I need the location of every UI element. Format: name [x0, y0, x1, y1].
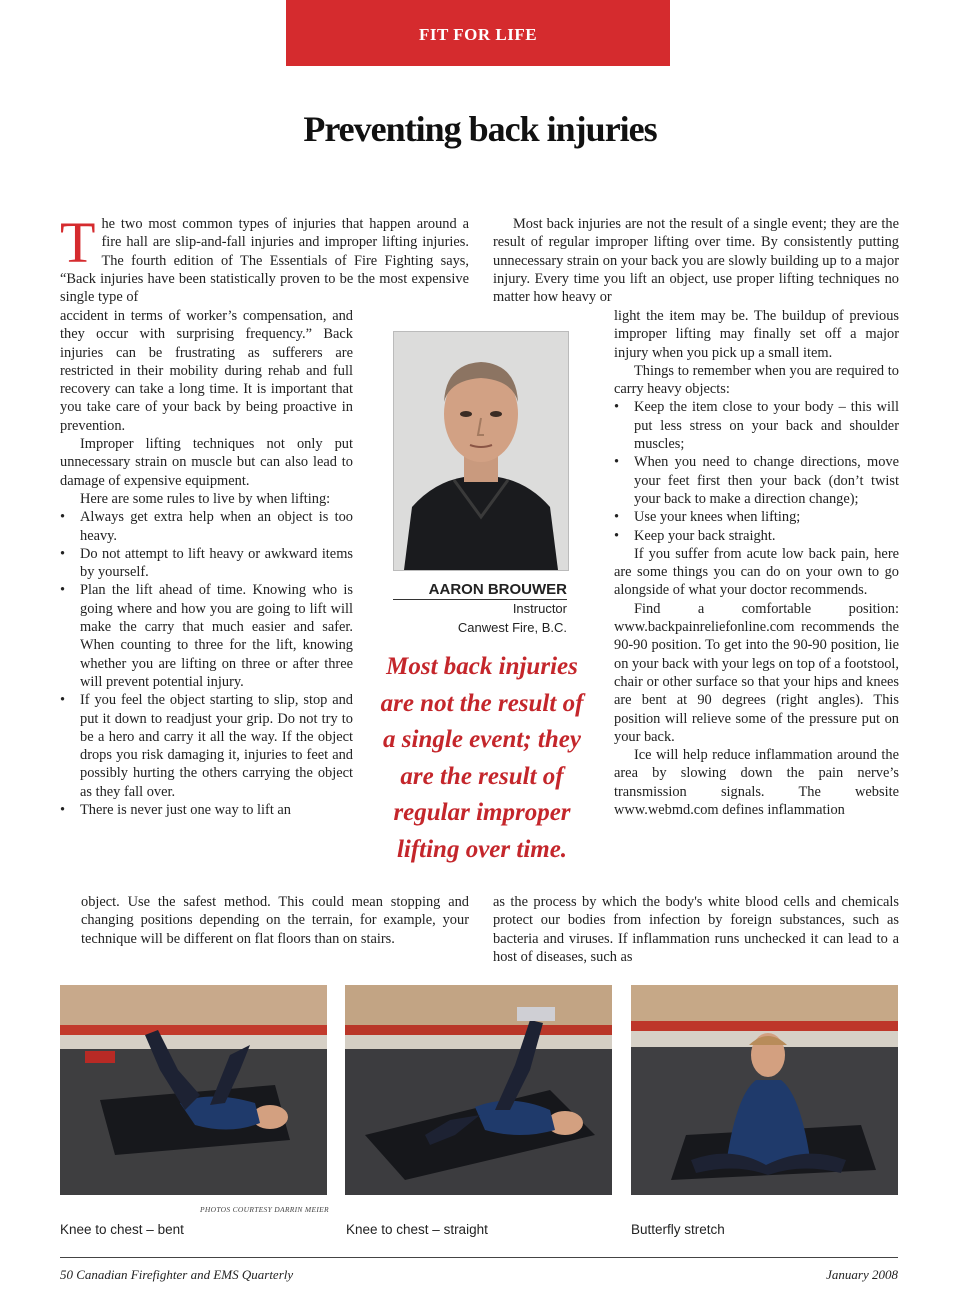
photo-knee-to-chest-straight: [345, 985, 612, 1195]
list-item: • Use your knees when lifting;: [614, 508, 899, 526]
list-item: • Always get extra help when an object is too heavy.: [60, 508, 353, 545]
list-item: • Do not attempt to lift heavy or awkward items by yourself.: [60, 545, 353, 582]
author-name: AARON BROUWER: [393, 581, 567, 600]
footer-publication: 50 Canadian Firefighter and EMS Quarterly: [60, 1267, 294, 1282]
paragraph-ice: Ice will help reduce inflammation around the area by slowing down the pain nerve’s transmission signals. The website www.webmd.com defines inflammation: [614, 747, 899, 819]
left-column-narrow: [60, 307, 353, 819]
photo-knee-to-chest-bent: [60, 985, 327, 1195]
list-item: • If you feel the object starting to slip, stop and put it down to readjust your grip. Do not try to be a hero and carry it all the way. If the object drops you risk damaging it, injuries to feet and possibly hurting the others carrying the object as they fall over.: [60, 691, 353, 801]
intro-paragraph: [60, 210, 469, 306]
paragraph-inflammation: as the process by which the body's white blood cells and chemicals protect our bodies from infection by foreign substances, such as bacteria and viruses. If inflammation runs unchecked it can lead to a host of diseases, such as: [493, 894, 899, 965]
paragraph-right-continued: light the item may be. The buildup of previous improper lifting may finally set off a major injury when you pick up a small item.: [614, 308, 899, 361]
paragraph-position: Find a comfortable position: www.backpainreliefonline.com recommends the 90-90 position. To get into the 90-90 position, lie on your back with your legs on top of a footstool, chair or other surface so that your hips and knees are bent at 90 degrees (right angles). This position will relieve some of the pressure put on your back.: [614, 600, 899, 745]
article-title: Preventing back injuries: [303, 109, 657, 149]
paragraph-acute-pain: If you suffer from acute low back pain, here are some things you can do on your own to go alongside of what your doctor recommends.: [614, 545, 899, 599]
list-item-continued: object. Use the safest method. This could mean stopping and changing positions depending on the terrain, for example, your technique will be different on flat floors than on stairs.: [81, 894, 469, 947]
drop-cap: T: [60, 210, 96, 275]
paragraph-rules-intro: Here are some rules to live by when lifting:: [80, 490, 331, 507]
list-item: • There is never just one way to lift an: [60, 801, 353, 819]
paragraph-improper-lifting: Improper lifting techniques not only put unnecessary strain on muscle but can also lead to damage of expensive equipment.: [60, 436, 353, 489]
list-item: • Keep the item close to your body – this will put less stress on your back and shoulder muscles;: [614, 398, 899, 453]
list-item: • Keep your back straight.: [614, 527, 899, 545]
footer-rule: [60, 1257, 898, 1258]
list-item: • Plan the lift ahead of time. Knowing who is going where and how you are going to lift will make the carry that much easier and safer. When counting to three for the lift, knowing whether you are lifting on three or after three will prevent potential injury.: [60, 581, 353, 691]
caption-knee-to-chest-straight: Knee to chest – straight: [346, 1222, 488, 1237]
pull-quote: Most back injuries are not the result of a single event; they are the result of regular improper lifting over time.: [380, 653, 584, 863]
intro-continued: accident in terms of worker’s compensation, and they occur with surprising frequency.” Back injuries can be frustrating as sufferers are restricted in their mobility during rehab and full recovery can take a long time. It is important that you take care of your back by being proactive in prevention.: [60, 308, 353, 434]
left-column: [60, 210, 469, 306]
paragraph-things-to-remember: Things to remember when you are required to carry heavy objects:: [614, 362, 899, 398]
caption-butterfly-stretch: Butterfly stretch: [631, 1222, 725, 1237]
left-column-bottom: [81, 893, 469, 948]
photo-credit: PHOTOS COURTESY DARRIN MEIER: [200, 1205, 329, 1214]
caption-knee-to-chest-bent: Knee to chest – bent: [60, 1222, 184, 1237]
right-column-narrow: [614, 307, 899, 819]
list-item: • When you need to change directions, move your feet first then your back (don’t twist your back to make a direction change);: [614, 453, 899, 508]
photo-butterfly-stretch: [631, 985, 898, 1195]
author-organization: Canwest Fire, B.C.: [457, 620, 567, 635]
author-role: Instructor: [512, 601, 567, 616]
intro-text: he two most common types of injuries that happen around a fire hall are slip-and-fall injuries and improper lifting injuries. The fourth edition of The Essentials of Fire Fighting says, “Back injuries have been statistically proven to be the most expensive single type of: [60, 216, 469, 306]
paragraph-right-intro: Most back injuries are not the result of a single event; they are the result of regular improper lifting over time. By consistently putting unnecessary strain on your back you are slowly building up to a major injury. Every time you lift an object, use proper lifting techniques no matter how heavy or: [493, 216, 899, 306]
right-column-bottom: [493, 893, 899, 966]
right-column-top: [493, 215, 899, 306]
author-portrait: [393, 331, 569, 571]
section-banner: FIT FOR LIFE: [286, 0, 670, 66]
footer-date: January 2008: [826, 1267, 898, 1282]
